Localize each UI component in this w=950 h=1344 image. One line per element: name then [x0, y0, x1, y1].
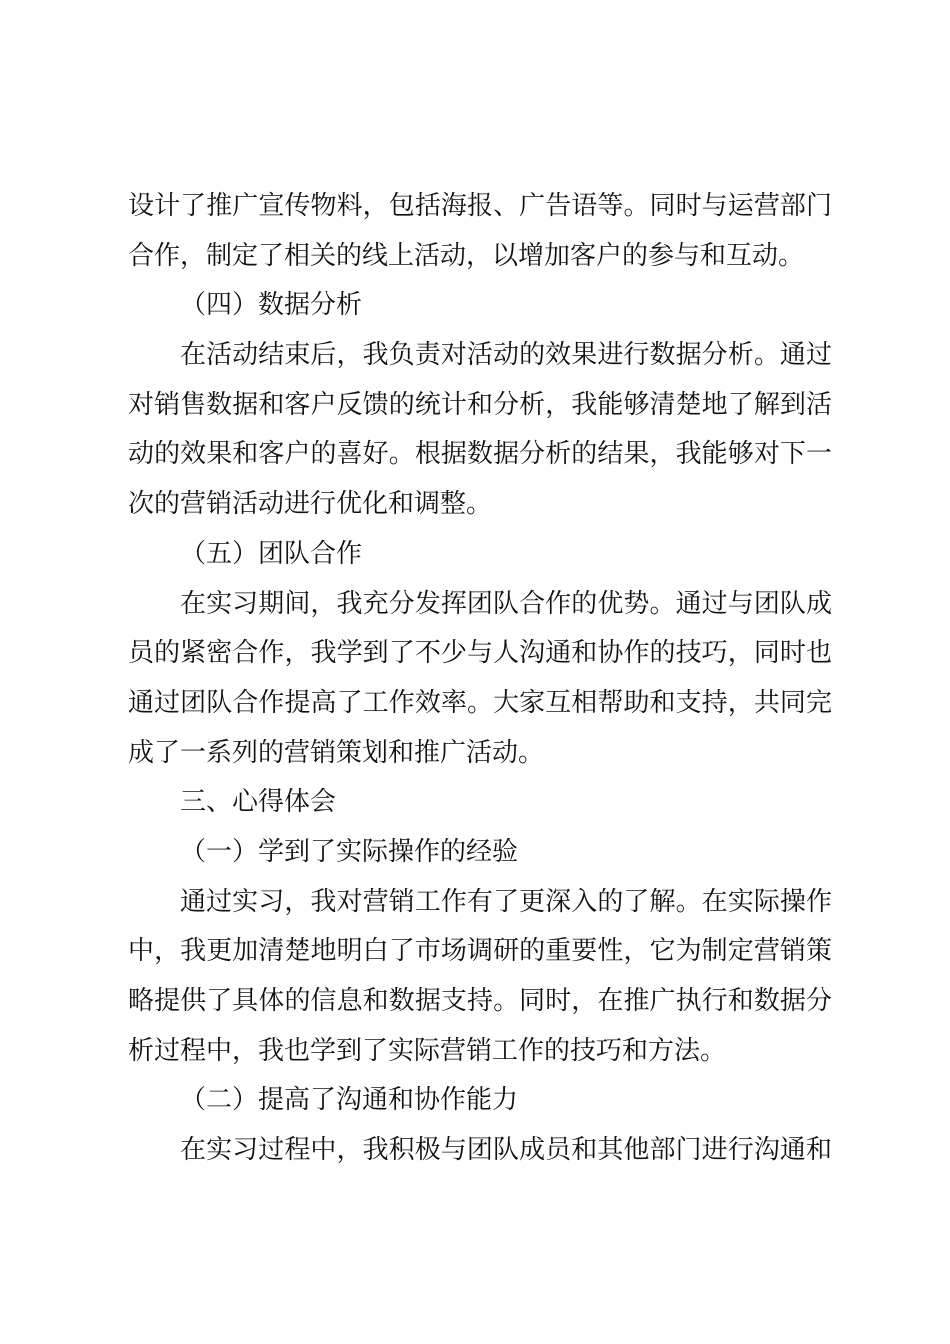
section-heading: （二）提高了沟通和协作能力 — [180, 1085, 519, 1116]
text-line: 员的紧密合作，我学到了不少与人沟通和协作的技巧，同时也 — [128, 638, 832, 669]
section-heading: （四）数据分析 — [180, 290, 363, 321]
text-line: 通过实习，我对营销工作有了更深入的了解。在实际操作 — [180, 886, 832, 917]
text-line: 通过团队合作提高了工作效率。大家互相帮助和支持，共同完 — [128, 687, 832, 718]
text-line: 成了一系列的营销策划和推广活动。 — [128, 737, 545, 768]
text-line: 对销售数据和客户反馈的统计和分析，我能够清楚地了解到活 — [128, 389, 832, 420]
text-line: 中，我更加清楚地明白了市场调研的重要性，它为制定营销策 — [128, 936, 832, 967]
text-line: 析过程中，我也学到了实际营销工作的技巧和方法。 — [128, 1035, 727, 1066]
text-line: 动的效果和客户的喜好。根据数据分析的结果，我能够对下一 — [128, 439, 832, 470]
text-line: 合作，制定了相关的线上活动，以增加客户的参与和互动。 — [128, 240, 805, 271]
text-line: 在活动结束后，我负责对活动的效果进行数据分析。通过 — [180, 340, 832, 371]
text-line: 在实习过程中，我积极与团队成员和其他部门进行沟通和 — [180, 1135, 832, 1166]
text-line: 略提供了具体的信息和数据支持。同时，在推广执行和数据分 — [128, 986, 832, 1016]
chapter-heading: 三、心得体会 — [180, 787, 337, 818]
text-line: 在实习期间，我充分发挥团队合作的优势。通过与团队成 — [180, 588, 832, 619]
text-line: 设计了推广宣传物料，包括海报、广告语等。同时与运营部门 — [128, 191, 832, 221]
document-page — [128, 182, 832, 1176]
text-line: 次的营销活动进行优化和调整。 — [128, 489, 493, 520]
section-heading: （五）团队合作 — [180, 538, 363, 569]
section-heading: （一）学到了实际操作的经验 — [180, 836, 519, 867]
